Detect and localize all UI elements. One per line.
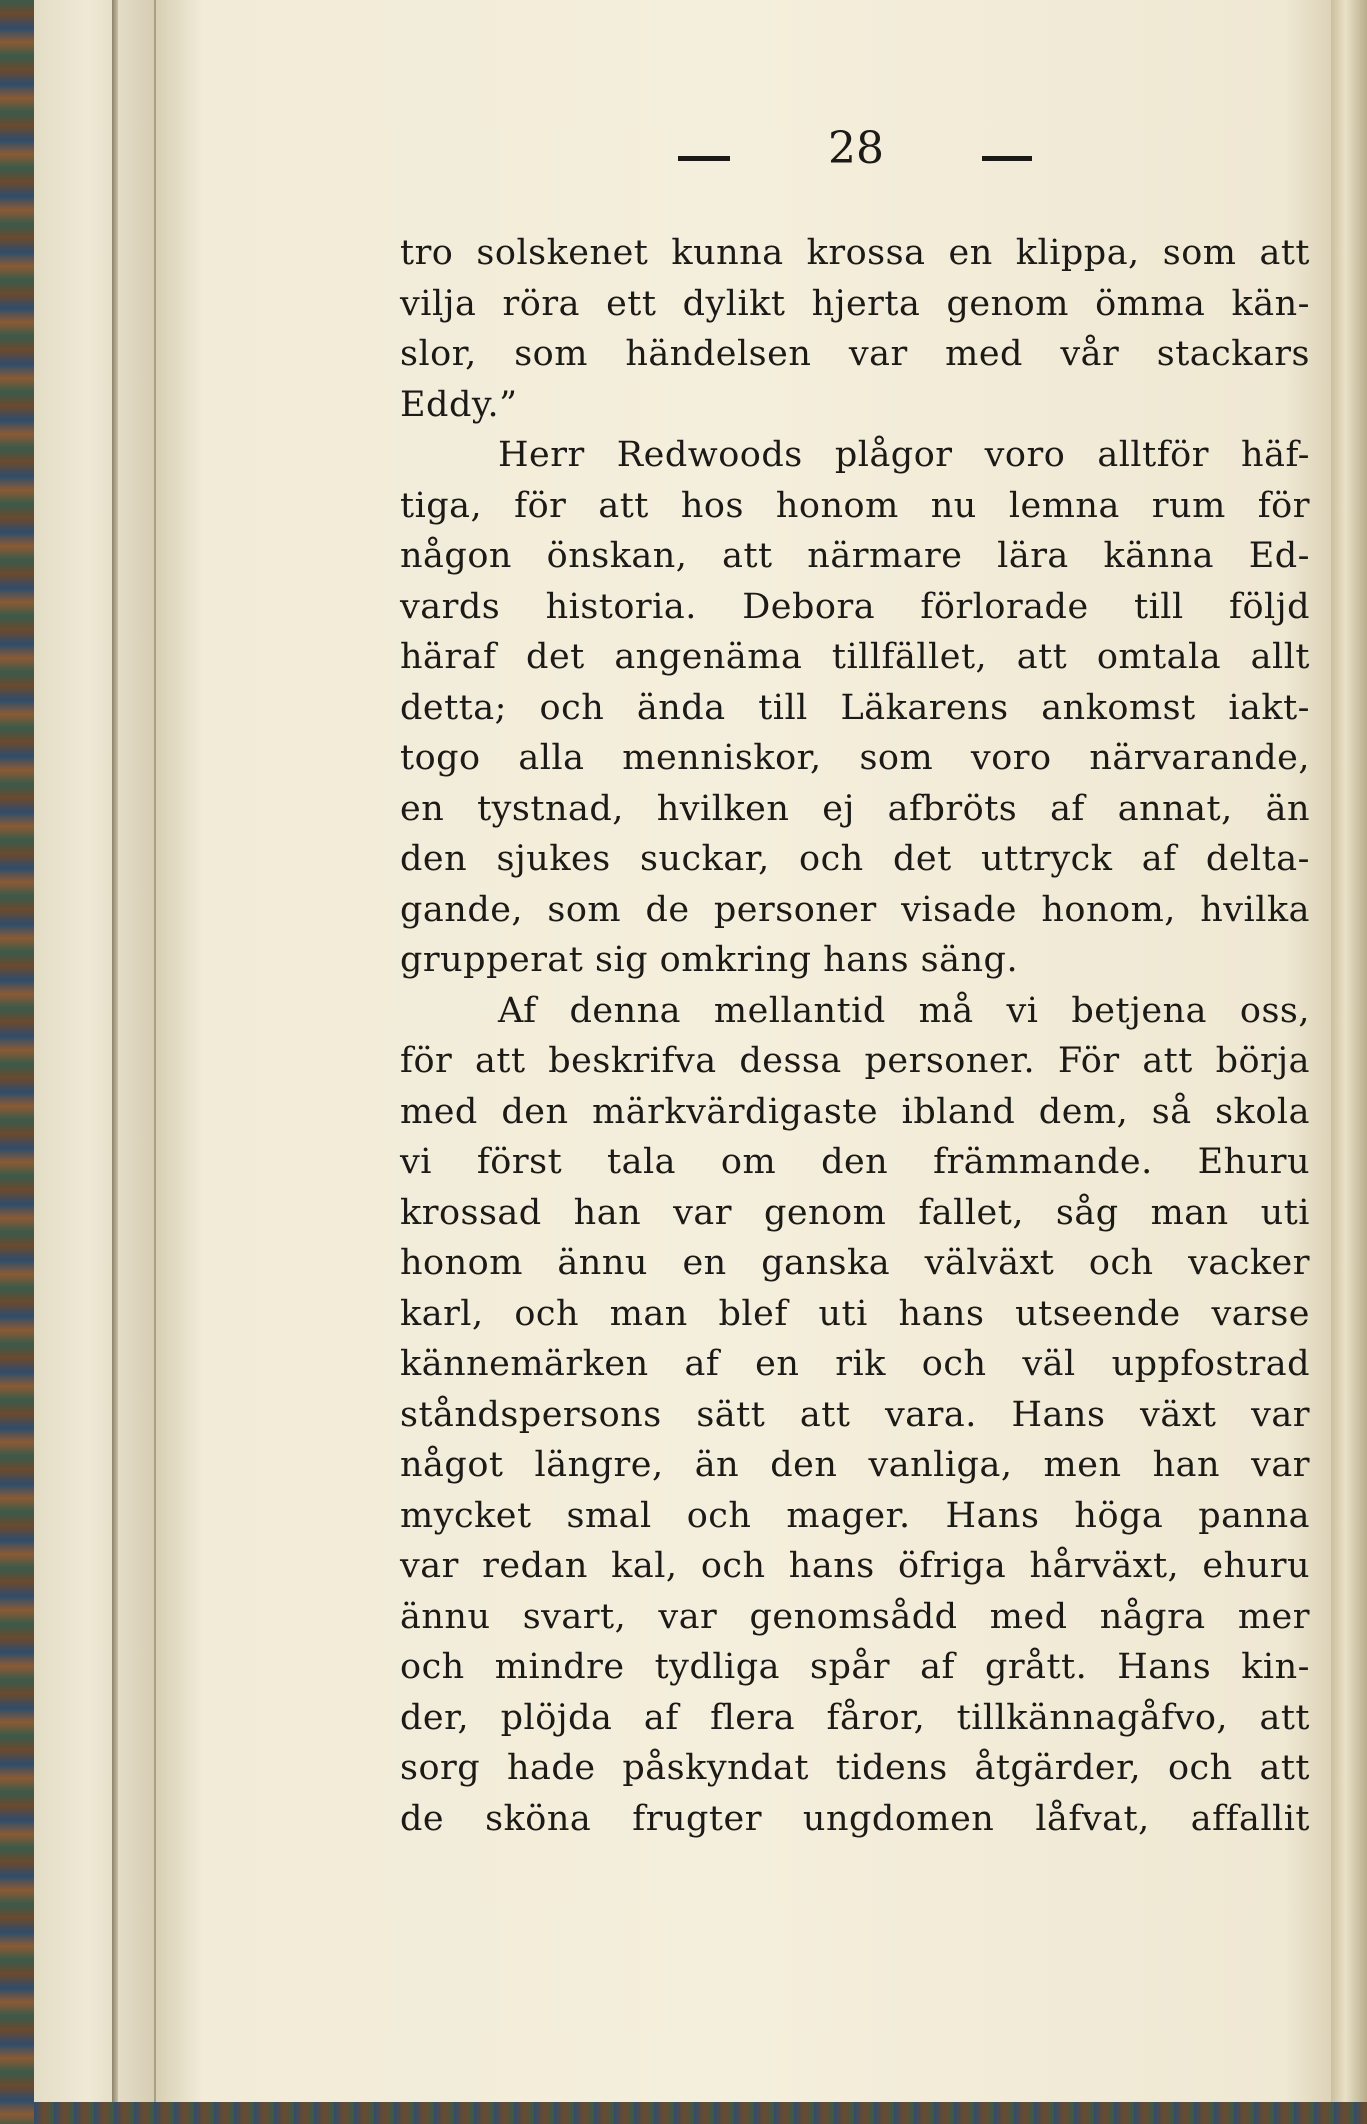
text-line: Herr Redwoods plågor voro alltför häf-	[498, 435, 1310, 475]
text-line: de sköna frugter ungdomen låfvat, affallit	[400, 1798, 1310, 1839]
header-dash-right	[982, 156, 1032, 161]
text-line: med den märkvärdigaste ibland dem, så skola	[400, 1091, 1310, 1132]
text-line: togo alla menniskor, som voro närvarande,	[400, 738, 1310, 778]
page-header	[156, 120, 1331, 180]
text-line: var redan kal, och hans öfriga hårväxt, ehuru	[400, 1546, 1310, 1586]
text-line: slor, som händelsen var med vår stackars	[400, 334, 1310, 374]
text-line: detta; och ända till Läkarens ankomst iakt-	[400, 687, 1310, 728]
page-right-edge	[1331, 0, 1367, 2124]
book-bottom-edge	[34, 2102, 1367, 2124]
text-line: ännu svart, var genomsådd med några mer	[400, 1596, 1310, 1637]
text-line: Af denna mellantid må vi betjena oss,	[498, 990, 1310, 1031]
text-line: och mindre tydliga spår af grått. Hans kin-	[400, 1647, 1310, 1687]
text-line: något längre, än den vanliga, men han var	[400, 1445, 1310, 1485]
header-dash-left	[678, 156, 730, 161]
book-cover-edge	[0, 0, 34, 2124]
text-line: karl, och man blef uti hans utseende varse	[400, 1293, 1310, 1334]
text-line: kännemärken af en rik och väl uppfostrad	[400, 1344, 1310, 1384]
page-number: 28	[828, 123, 884, 174]
text-line: vards historia. Debora förlorade till följd	[400, 586, 1310, 627]
text-line: någon önskan, att närmare lära känna Ed-	[400, 536, 1310, 576]
text-line: grupperat sig omkring hans säng.	[400, 940, 1019, 980]
text-line: ståndspersons sätt att vara. Hans växt var	[400, 1394, 1310, 1435]
text-line: krossad han var genom fallet, såg man uti	[400, 1192, 1310, 1233]
text-line: tro solskenet kunna krossa en klippa, som att	[400, 233, 1310, 273]
text-line: vi först tala om den främmande. Ehuru	[400, 1142, 1310, 1182]
page-stack	[34, 0, 156, 2124]
text-line: mycket smal och mager. Hans höga panna	[400, 1495, 1310, 1536]
text-line: vilja röra ett dylikt hjerta genom ömma kän-	[400, 283, 1310, 324]
text-line: honom ännu en ganska välväxt och vacker	[400, 1243, 1310, 1283]
text-line: sorg hade påskyndat tidens åtgärder, och att	[400, 1748, 1310, 1788]
text-line: tiga, för att hos honom nu lemna rum för	[400, 485, 1310, 526]
text-line: gande, som de personer visade honom, hvilka	[400, 889, 1310, 930]
body-text	[400, 228, 1310, 1844]
text-line: för att beskrifva dessa personer. För att börja	[400, 1041, 1310, 1081]
text-line: den sjukes suckar, och det uttryck af delta-	[400, 839, 1310, 879]
text-line: häraf det angenäma tillfället, att omtala allt	[400, 637, 1310, 677]
text-line: der, plöjda af flera fåror, tillkännagåfvo, att	[400, 1697, 1310, 1738]
text-line: Eddy.”	[400, 384, 518, 425]
text-line: en tystnad, hvilken ej afbröts af annat, än	[400, 788, 1310, 829]
